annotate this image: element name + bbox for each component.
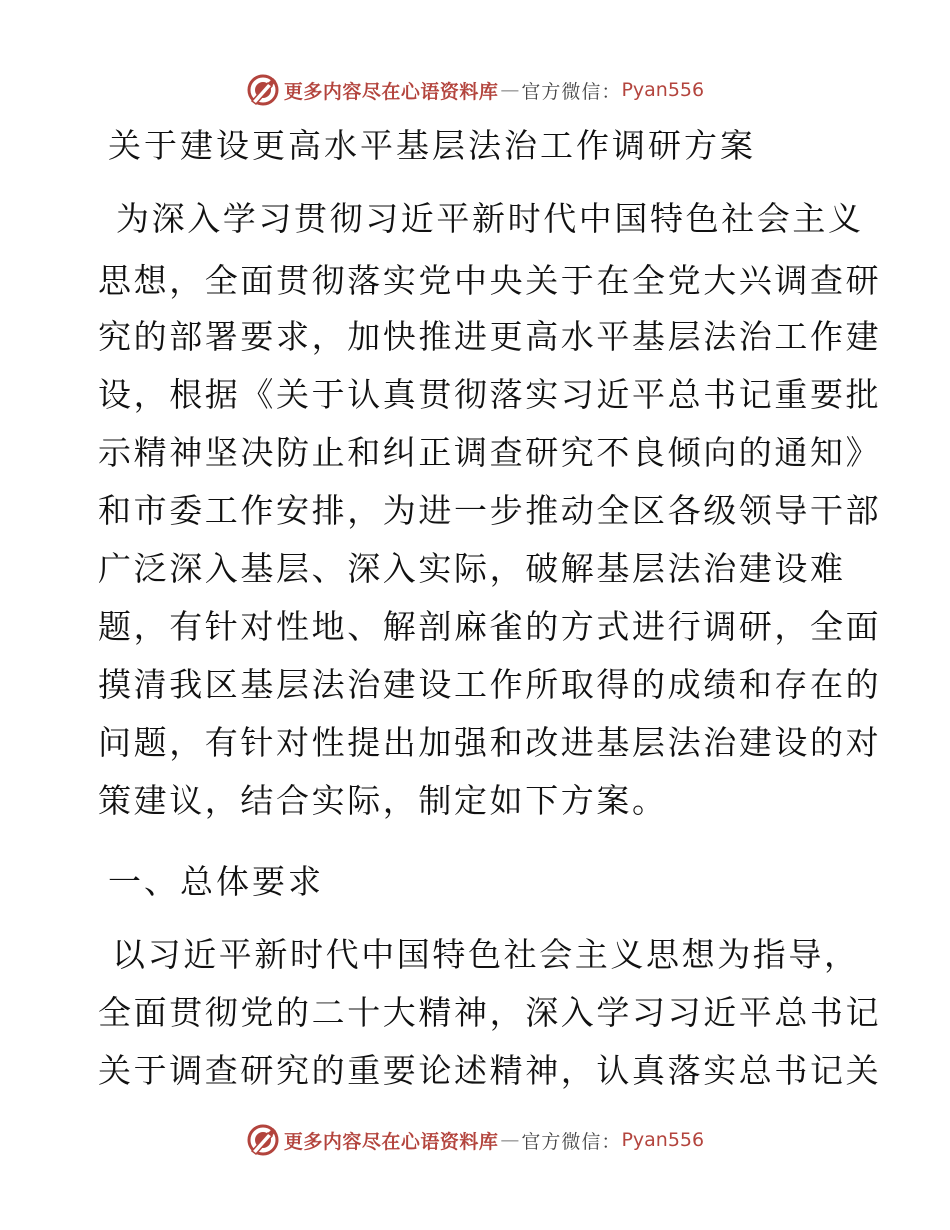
watermark-sub-text: 官方微信： [521, 1130, 622, 1153]
paragraph-line: 关于调查研究的重要论述精神，认真落实总书记关 [98, 1051, 882, 1090]
paragraph-line: 思想，全面贯彻落实党中央关于在全党大兴调查研 [98, 261, 882, 300]
paragraph-line: 全面贯彻党的二十大精神，深入学习习近平总书记 [98, 993, 882, 1032]
paragraph-line: 示精神坚决防止和纠正调查研究不良倾向的通知》 [98, 433, 882, 472]
watermark-wechat-id: Pyan556 [621, 1129, 705, 1151]
document-title: 关于建设更高水平基层法治工作调研方案 [108, 126, 756, 165]
paragraph-line: 和市委工作安排，为进一步推动全区各级领导干部 [98, 491, 882, 530]
paragraph-line: 问题，有针对性提出加强和改进基层法治建设的对 [98, 723, 882, 762]
watermark-main-text: 更多内容尽在心语资料库 [283, 80, 499, 103]
watermark-sub-text: 官方微信： [521, 80, 622, 103]
watermark-wechat-id: Pyan556 [621, 79, 705, 101]
section-heading: 一、总体要求 [108, 862, 324, 901]
paragraph-line: 为深入学习贯彻习近平新时代中国特色社会主义 [116, 199, 864, 238]
paragraph-line: 设，根据《关于认真贯彻落实习近平总书记重要批 [98, 375, 882, 414]
pen-logo-icon [246, 1123, 280, 1157]
watermark-dash: — [500, 1129, 520, 1151]
watermark-banner-top [0, 70, 950, 110]
pen-logo-icon [246, 73, 280, 107]
watermark-main-text: 更多内容尽在心语资料库 [283, 1130, 499, 1153]
paragraph-line: 摸清我区基层法治建设工作所取得的成绩和存在的 [98, 665, 882, 704]
watermark-dash: — [500, 79, 520, 101]
paragraph-line: 题，有针对性地、解剖麻雀的方式进行调研，全面 [98, 607, 882, 646]
paragraph-line: 策建议，结合实际，制定如下方案。 [98, 781, 668, 820]
paragraph-line: 究的部署要求，加快推进更高水平基层法治工作建 [98, 317, 882, 356]
watermark-banner-bottom [0, 1120, 950, 1160]
paragraph-line: 广泛深入基层、深入实际，破解基层法治建设难 [98, 549, 846, 588]
paragraph-line: 以习近平新时代中国特色社会主义思想为指导， [112, 935, 860, 974]
